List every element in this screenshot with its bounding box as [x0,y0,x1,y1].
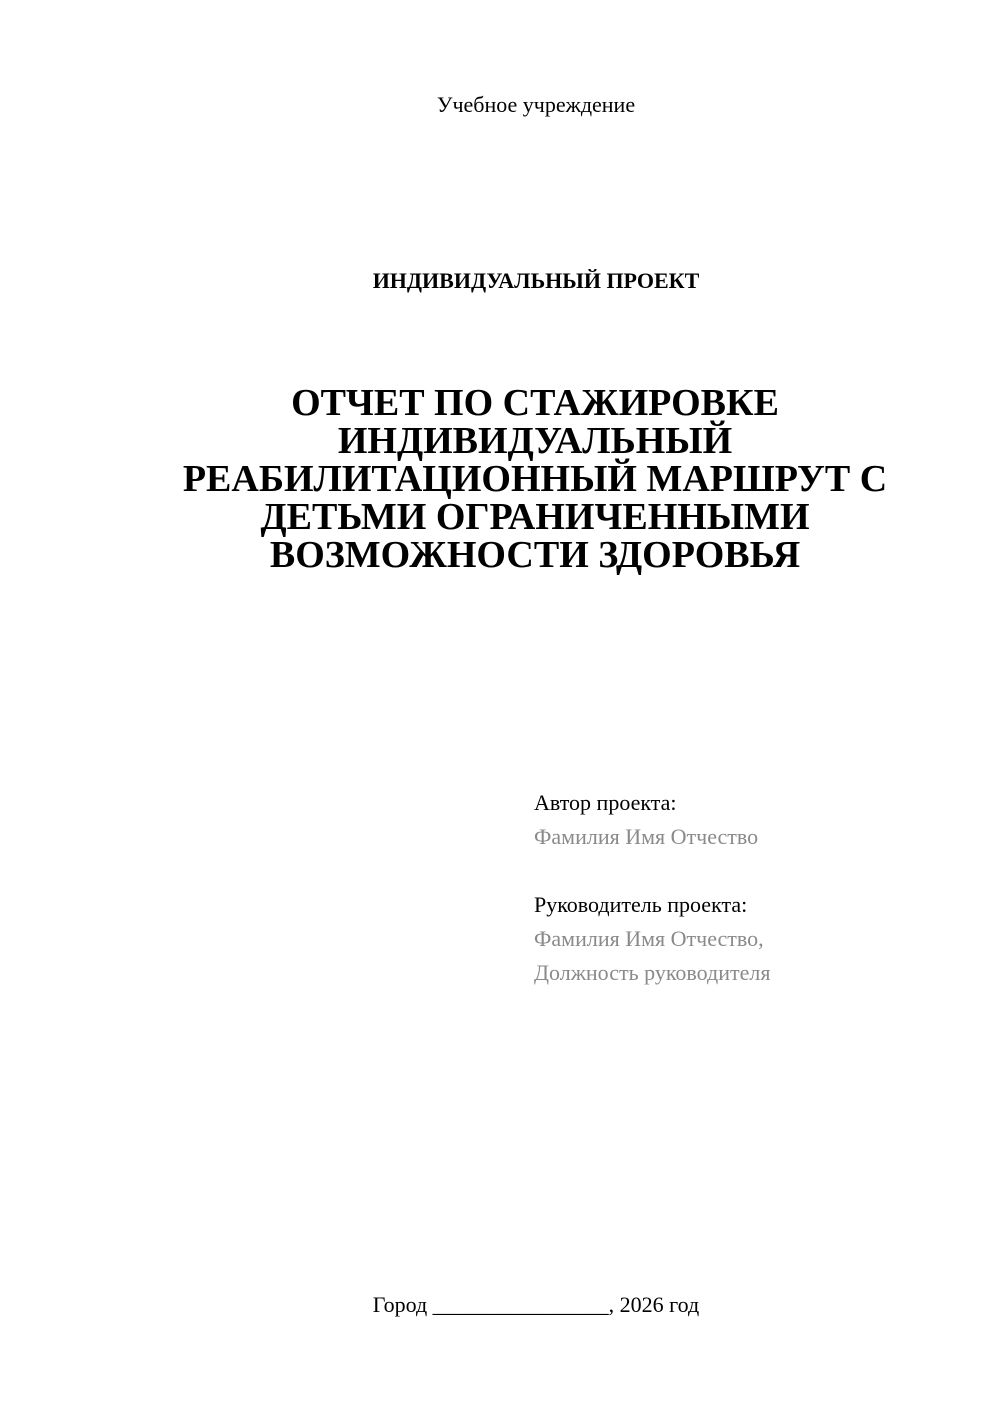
report-title-line: РЕАБИЛИТАЦИОННЫЙ МАРШРУТ С [182,458,888,500]
report-title-line: ВОЗМОЖНОСТИ ЗДОРОВЬЯ [269,534,801,576]
city-year-line: Город ________________, 2026 год [372,1292,700,1317]
credits-spacer [534,854,974,888]
supervisor-label: Руководитель проекта: [534,892,748,917]
report-title-line: ДЕТЬМИ ОГРАНИЧЕННЫМИ [260,496,810,538]
report-title-line: ИНДИВИДУАЛЬНЫЙ [337,420,733,462]
credits-block [534,786,974,990]
institution-name: Учебное учреждение [436,92,636,117]
author-name: Фамилия Имя Отчество [534,824,759,849]
report-title [140,384,930,574]
supervisor-name: Фамилия Имя Отчество, [534,926,764,951]
author-label: Автор проекта: [534,790,677,815]
project-type-heading: ИНДИВИДУАЛЬНЫЙ ПРОЕКТ [372,268,700,293]
supervisor-position: Должность руководителя [534,960,771,985]
report-title-line: ОТЧЕТ ПО СТАЖИРОВКЕ [291,382,779,424]
